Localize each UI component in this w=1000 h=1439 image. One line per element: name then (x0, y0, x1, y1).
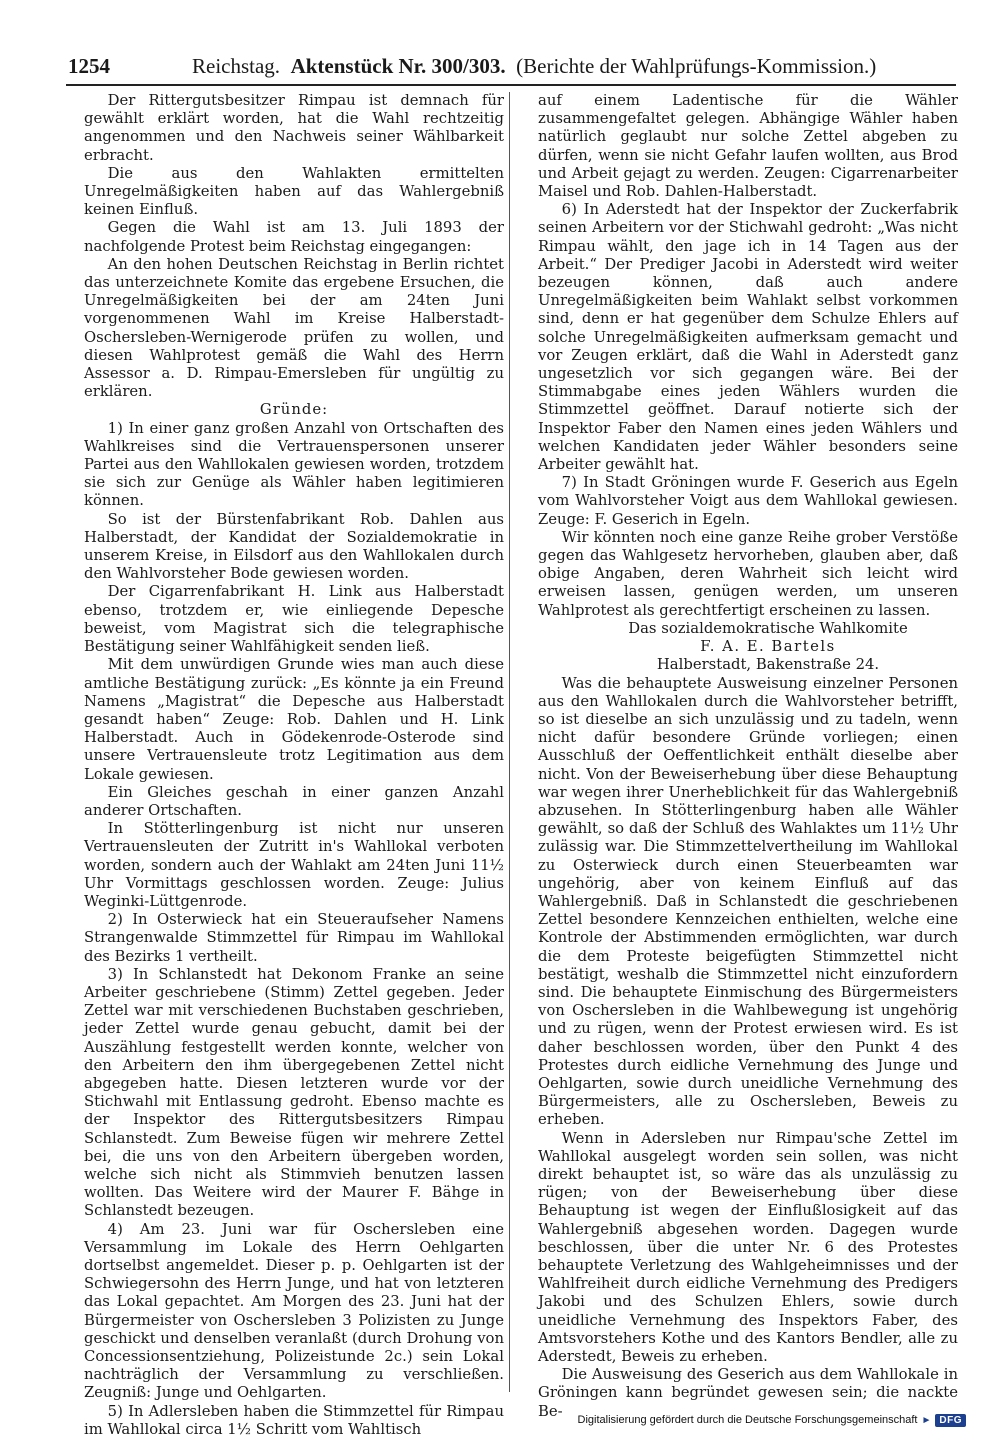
paragraph: So ist der Bürstenfabrikant Rob. Dahlen aus Halberstadt, der Kandidat der Sozialdemokratie in unserem Kreise, in Eilsdorf aus den Wahllokalen durch den Wahlvorsteher Bode gewiesen worden. (84, 510, 504, 583)
paragraph: 6) In Aderstedt hat der Inspektor der Zuckerfabrik seinen Arbeitern vor der Stichwahl gedroht: „Was nicht Rimpau wählt, den jage ich in 14 Tagen aus der Arbeit.“ Der Prediger Jacobi in Aderstedt wird weiter bezeugen können, daß auch andere Unregelmäßigkeiten beim Wahlakt selbst vorkommen sind, denn er hat gegenüber dem Schulze Ehlers auf solche Unregelmäßigkeiten aufmerksam gemacht und vor Zeugen erklärt, daß die Wahl in Aderstedt ganz ungesetzlich vor sich gegangen wäre. Bei der Stimmabgabe eines jeden Wählers wurden die Stimmzettel geöffnet. Darauf notierte sich der Inspektor Faber den Namen eines jeden Wählers und welchen Kandidaten jeder Wähler besonders seine Arbeiter gewählt hat. (538, 201, 958, 474)
paragraph: Die aus den Wahlakten ermittelten Unregelmäßigkeiten haben auf das Wahlergebniß keinen Einfluß. (84, 164, 504, 219)
signature-address: Halberstadt, Bakenstraße 24. (656, 656, 880, 674)
paragraph: 1) In einer ganz großen Anzahl von Ortschaften des Wahlkreises sind die Vertrauenspersonen unserer Partei aus den Wahllokalen gewiesen worden, trotzdem sie sich zur Genüge als Wähler haben legitimieren können. (84, 419, 504, 510)
left-column (84, 92, 504, 1439)
page-number: 1254 (68, 54, 110, 78)
header-document-number: Aktenstück Nr. 300/303. (290, 54, 506, 78)
dfg-logo: DFG (935, 1414, 966, 1427)
paragraph: Gegen die Wahl ist am 13. Juli 1893 der nachfolgende Protest beim Reichstag eingegangen: (84, 219, 504, 255)
header-title (192, 54, 876, 79)
paragraph: 5) In Adlersleben haben die Stimmzettel für Rimpau im Wahllokal circa 1½ Schritt vom Wahltisch (84, 1402, 504, 1438)
protest-address: An den hohen Deutschen Reichstag in Berlin richtet das unterzeichnete Komite das ergebene Ersuchen, die Unregelmäßigkeiten bei der am 24ten Juni vorgenommenen Wahl im Kreise Halberstadt-Oschersleben-Wernigerode prüfen zu wollen, und diesen Wahlprotest gemäß die Wahl des Herrn Assessor a. D. Rimpau-Emersleben für ungültig zu erklären. (84, 255, 504, 401)
paragraph: 2) In Osterwieck hat ein Steueraufseher Namens Strangenwalde Stimmzettel für Rimpau im Wahllokal des Bezirks 1 vertheilt. (84, 911, 504, 965)
paragraph: Wir könnten noch eine ganze Reihe grober Verstöße gegen das Wahlgesetz hervorheben, glauben aber, daß obige Angaben, deren Wahrheit sich leicht wird erweisen lassen, genügen werden, um unseren Wahlprotest als gerechtfertigt erscheinen zu lassen. (538, 528, 958, 619)
paragraph: Ein Gleiches geschah in einer ganzen Anzahl anderer Ortschaften. (84, 783, 504, 819)
signature-committee: Das sozialdemokratische Wahlkomite (628, 619, 908, 637)
section-heading: Gründe: (259, 401, 329, 419)
paragraph: Der Rittergutsbesitzer Rimpau ist demnach für gewählt erklärt worden, hat die Wahl rechtzeitig angenommen und den Nachweis seiner Wählbarkeit erbracht. (84, 92, 504, 164)
right-column (538, 92, 958, 1421)
paragraph: 4) Am 23. Juni war für Oschersleben eine Versammlung im Lokale des Herrn Oehlgarten dortselbst angemeldet. Dieser p. p. Oehlgarten ist der Schwiegersohn des Herrn Junge, und hat von letzteren das Lokal gepachtet. Am Morgen des 23. Juni hat der Bürgermeister von Oschersleben 3 Polizisten zu Junge geschickt und denselben veranlaßt (durch Drohung von Concessionsentziehung, Polizeistunde 2c.) sein Lokal nachträglich der Versammlung zu verschließen. Zeugniß: Junge und Oehlgarten. (84, 1220, 504, 1402)
header-rule (66, 84, 956, 86)
arrow-right-icon: ► (921, 1414, 932, 1426)
paragraph: auf einem Ladentische für die Wähler zusammengefaltet gelegen. Abhängige Wähler haben natürlich geglaubt nur solche Zettel abgeben zu dürfen, wenn sie nicht Gefahr laufen wollten, aus Brod und Arbeit gejagt zu werden. Zeugen: Cigarrenarbeiter Maisel und Rob. Dahlen-Halberstadt. (538, 92, 958, 201)
paragraph: Was die behauptete Ausweisung einzelner Personen aus den Wahllokalen durch die Wahlvorsteher betrifft, so ist dieselbe an sich unzulässig und zu tadeln, wenn nicht dafür besondere Gründe vorliegen; einen Ausschluß der Oeffentlichkeit enthält dieselbe aber nicht. Von der Beweiserhebung über diese Behauptung war wegen ihrer Unerheblichkeit für das Wahlergebniß abzusehen. In Stötterlingenburg haben alle Wähler gewählt, so daß der Schluß des Wahlaktes um 11½ Uhr zulässig war. Die Stimmzettelvertheilung im Wahllokal zu Osterwieck durch einen Steuerbeamten war ungehörig, aber von keinem Einfluß auf das Wahlergebniß. Daß in Schlanstedt die geschriebenen Zettel besondere Kennzeichen enthielten, welche eine Kontrole der Abstimmenden ermöglichten, war durch die dem Proteste beigefügten Stimmzettel nicht bestätigt, weshalb die Stimmzettel nicht einzufordern sind. Die behauptete Einmischung des Bürgermeisters von Oschersleben in die Wahlbewegung ist ungehörig und zu rügen, wenn der Protest erwiesen wird. Es ist daher beschlossen worden, über den Punkt 4 des Protestes durch eidliche Vernehmung des Junge und Oehlgarten, sowie durch uneidliche Vernehmung des Bürgermeisters, alle zu Oschersleben, Beweis zu erheben. (538, 674, 958, 1129)
paragraph: 3) In Schlanstedt hat Dekonom Franke an seine Arbeiter geschriebene (Stimm) Zettel gegeben. Jeder Zettel war mit verschiedenen Buchstaben geschrieben, jeder Zettel wurde genau gebucht, damit bei der Auszählung festgestellt werden konnte, welcher von den Arbeitern den ihm übergegebenen Zettel nicht abgegeben hatte. Diesen letzteren wurde vor der Stichwahl mit Entlassung gedroht. Ebenso machte es der Inspektor des Rittergutsbesitzers Rimpau Schlanstedt. Zum Beweise fügen wir mehrere Zettel bei, die uns von den Arbeitern übergeben worden, welche sich nicht als Stimmvieh benutzen lassen wollten. Das Weitere wird der Maurer F. Bähge in Schlanstedt bezeugen. (84, 965, 504, 1220)
footer-text: Digitalisierung gefördert durch die Deutsche Forschungsgemeinschaft (577, 1414, 918, 1426)
header-title-suffix: (Berichte der Wahlprüfungs-Kommission.) (516, 54, 877, 78)
header-title-prefix: Reichstag. (192, 54, 281, 78)
paragraph: 7) In Stadt Gröningen wurde F. Geserich aus Egeln vom Wahlvorsteher Voigt aus dem Wahllokal gewiesen. Zeuge: F. Geserich in Egeln. (538, 474, 958, 528)
column-divider (509, 92, 510, 1392)
paragraph: Wenn in Adersleben nur Rimpau'sche Zettel im Wahllokal ausgelegt worden sein sollen, was nicht direkt behauptet ist, so wäre das als unzulässig zu rügen; von der Beweiserhebung über diese Behauptung ist wegen der Einflußlosigkeit auf das Wahlergebniß abgesehen worden. Dagegen wurde beschlossen, über die unter Nr. 6 des Protestes behauptete Verletzung des Wahlgeheimnisses und der Wahlfreiheit durch eidliche Vernehmung des Predigers Jakobi und des Schulzen Ehlers, sowie durch uneidliche Vernehmung des Inspektors Faber, des Amtsvorstehers Kothe und des Kantors Bendler, alle zu Aderstedt, Beweis zu erheben. (538, 1129, 958, 1366)
paragraph: Die Ausweisung des Geserich aus dem Wahllokale in Gröningen kann begründet gewesen sein; die nackte Be- (538, 1366, 958, 1420)
paragraph: Der Cigarrenfabrikant H. Link aus Halberstadt ebenso, trotzdem er, wie einliegende Depesche beweist, vom Magistrat sich die telegraphische Bestätigung seiner Wahlfähigkeit senden ließ. (84, 583, 504, 656)
signature-name: F. A. E. Bartels (700, 638, 836, 656)
paragraph: Mit dem unwürdigen Grunde wies man auch diese amtliche Bestätigung zurück: „Es könnte ja ein Freund Namens „Magistrat“ die Depesche aus Halberstadt gesandt haben“ Zeuge: Rob. Dahlen und H. Link Halberstadt. Auch in Gödekenrode-Osterode sind unsere Vertrauensleute trotz Legitimation aus dem Lokale gewiesen. (84, 656, 504, 783)
paragraph: In Stötterlingenburg ist nicht nur unseren Vertrauensleuten der Zutritt in's Wahllokal verboten worden, sondern auch der Wahlakt am 24ten Juni 11½ Uhr Vormittags geschlossen worden. Zeuge: Julius Weginki-Lüttgenrode. (84, 820, 504, 910)
page-header (66, 50, 877, 84)
footer (578, 1412, 966, 1428)
